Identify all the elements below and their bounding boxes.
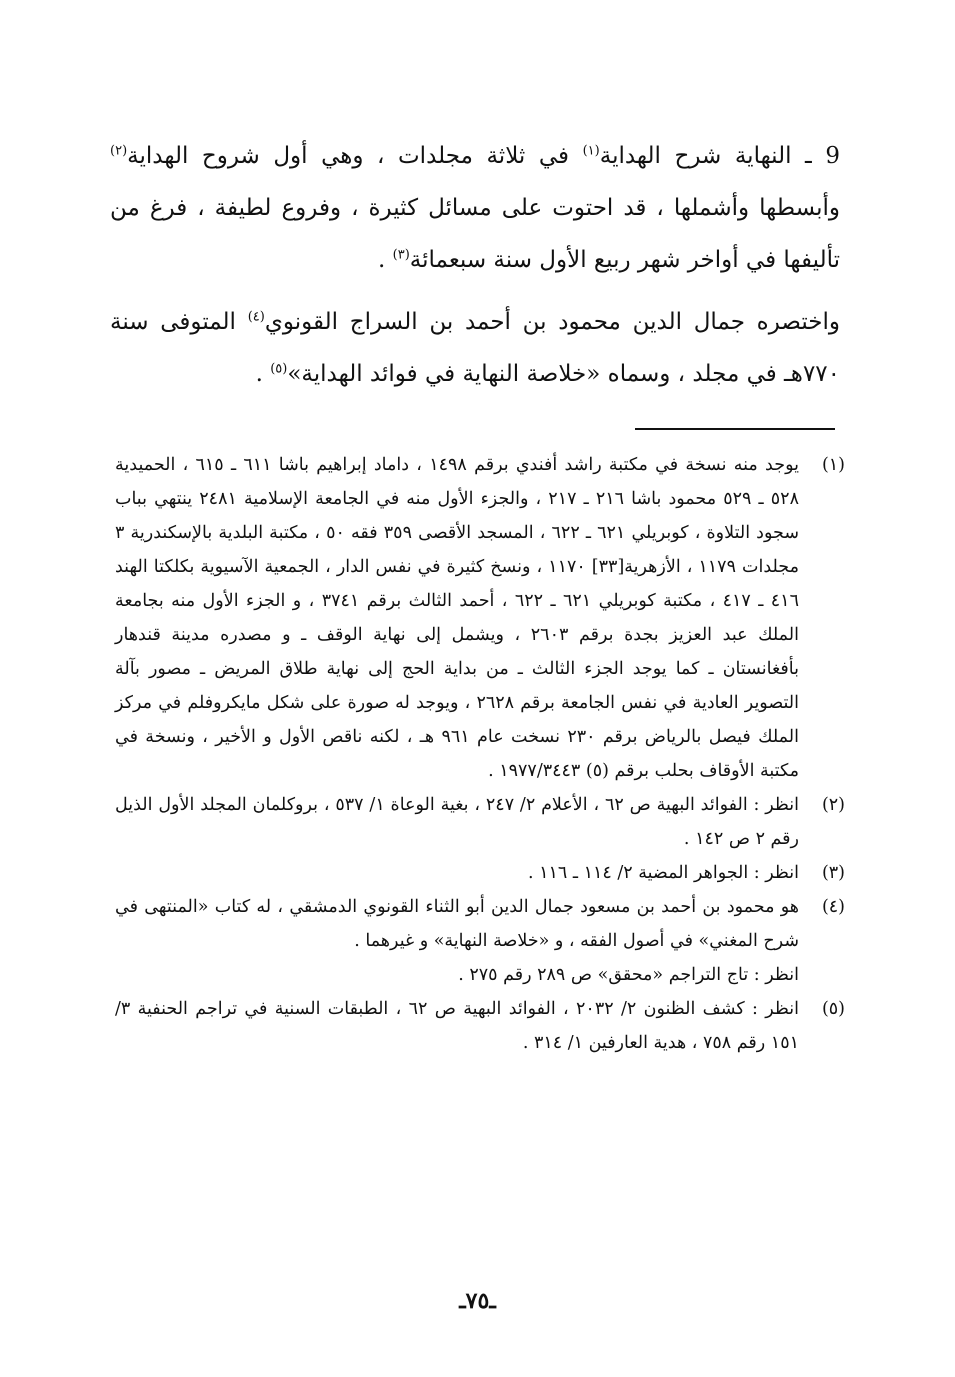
paragraph-text: واختصره جمال الدين محمود بن أحمد بن السراج القونوي (264, 309, 840, 335)
footnote-2 (115, 788, 845, 856)
footnote-1 (115, 448, 845, 788)
footnote-ref: (٣) (392, 247, 410, 263)
paragraph-text: . (255, 361, 271, 387)
footnote-number: (٣) (821, 863, 845, 883)
footnote-text: انظر : كشف الظنون ٢/ ٢٠٣٢ ، الفوائد البهية ص ٦٢ ، الطبقات السنية في تراجم الحنفية ٣/ ١٥١ رقم ٧٥٨ ، هدية العارفين ١/ ٣١٤ . (115, 999, 800, 1053)
footnotes (115, 448, 845, 1060)
page-number: ـ٧٥ـ (459, 1288, 496, 1314)
footnote-text: انظر : الفوائد البهية ص ٦٢ ، الأعلام ٢/ ٢٤٧ ، بغية الوعاة ١/ ٥٣٧ ، بروكلمان المجلد الأول الذيل رقم ٢ ص ١٤٢ . (115, 795, 800, 849)
footnote-text: هو محمود بن أحمد بن مسعود جمال الدين أبو الثناء القونوي الدمشقي ، له كتاب «المنتهى في شرح المغني» في أصول الفقه ، و «خلاصة النهاية» و غيرهما . (115, 897, 799, 951)
footnote-ref: (٤) (247, 309, 265, 325)
footnote-number: (٥) (821, 999, 845, 1019)
paragraph-text: وأبسطها وأشملها ، قد احتوت على مسائل كثيرة ، وفروع لطيفة ، فرغ من تأليفها في أواخر شهر ربيع الأول سنة سبعمائة (110, 195, 840, 273)
footnote-ref: (٥) (270, 361, 288, 377)
footnote-3 (115, 856, 845, 890)
footnote-4 (115, 890, 845, 992)
paragraph-text: . (378, 247, 393, 273)
paragraph (110, 130, 840, 286)
paragraph (110, 296, 840, 400)
footnote-number: (٤) (821, 897, 845, 917)
footnote-ref: (١) (582, 143, 600, 159)
footnote-number: (٢) (821, 795, 845, 815)
footnote-number: (١) (821, 455, 845, 475)
footnote-5 (115, 992, 845, 1060)
footnote-text: يوجد منه نسخة في مكتبة راشد أفندي برقم ١٤٩٨ ، داماد إبراهيم باشا ٦١١ ـ ٦١٥ ، الحميدية ٥٢٨ ـ ٥٢٩ محمود باشا ٢١٦ ـ ٢١٧ ، والجزء الأول منه في الجامعة الإسلامية ٢٤٨١ ينتهي بباب سجود التلاوة ، كوبريلي ٦٢١ ـ ٦٢٢ ، المسجد الأقصى ٣٥٩ فقه ٥٠ ، مكتبة البلدية بالإسكندرية ٣ مجلدات ١١٧٩ ، الأزهرية[٣٣] ١١٧٠ ، ونسخ كثيرة في نفس الدار ، الجمعية الآسيوية بكلكتا الهند ٤١٦ ـ ٤١٧ ، مكتبة كوبريلي ٦٢١ ـ ٦٢٢ ، أحمد الثالث برقم ٣٧٤١ ، و الجزء الأول منه بجامعة الملك عبد العزيز بجدة برقم ٢٦٠٣ ، ويشمل إلى نهاية الوقف ـ و مصدره مدينة قندهار بأفغانستان ـ كما يوجد الجزء الثالث ـ من بداية الحج إلى نهاية طلاق المريض ـ مصور بآلة التصوير العادية في نفس الجامعة برقم ٢٦٢٨ ، ويوجد له صورة على شكل مايكروفلم في مركز الملك فيصل بالرياض برقم ٢٣٠ نسخت عام ٩٦١ هـ ، لكنه ناقص الأول و الأخير ، ونسخة في مكتبة الأوقاف بحلب برقم (٥) ١٩٧٧/٣٤٤٣ . (115, 455, 800, 781)
footnote-text: انظر : الجواهر المضية ٢/ ١١٤ ـ ١١٦ . (527, 863, 799, 883)
paragraph-text: 9 ـ النهاية شرح الهداية (599, 143, 840, 169)
main-text (110, 130, 840, 400)
footnote-text: انظر : تاج التراجم «محقق» ص ٢٨٩ رقم ٢٧٥ . (458, 965, 799, 985)
paragraph-text: المتوفى سنة ٧٧٠هـ في مجلد ، وسماه «خلاصة النهاية في فوائد الهداية» (110, 309, 840, 387)
footnote-separator (635, 428, 835, 430)
paragraph-text: في ثلاثة مجلدات ، وهي أول شروح الهداية (127, 143, 583, 169)
footnote-ref: (٢) (110, 143, 128, 159)
